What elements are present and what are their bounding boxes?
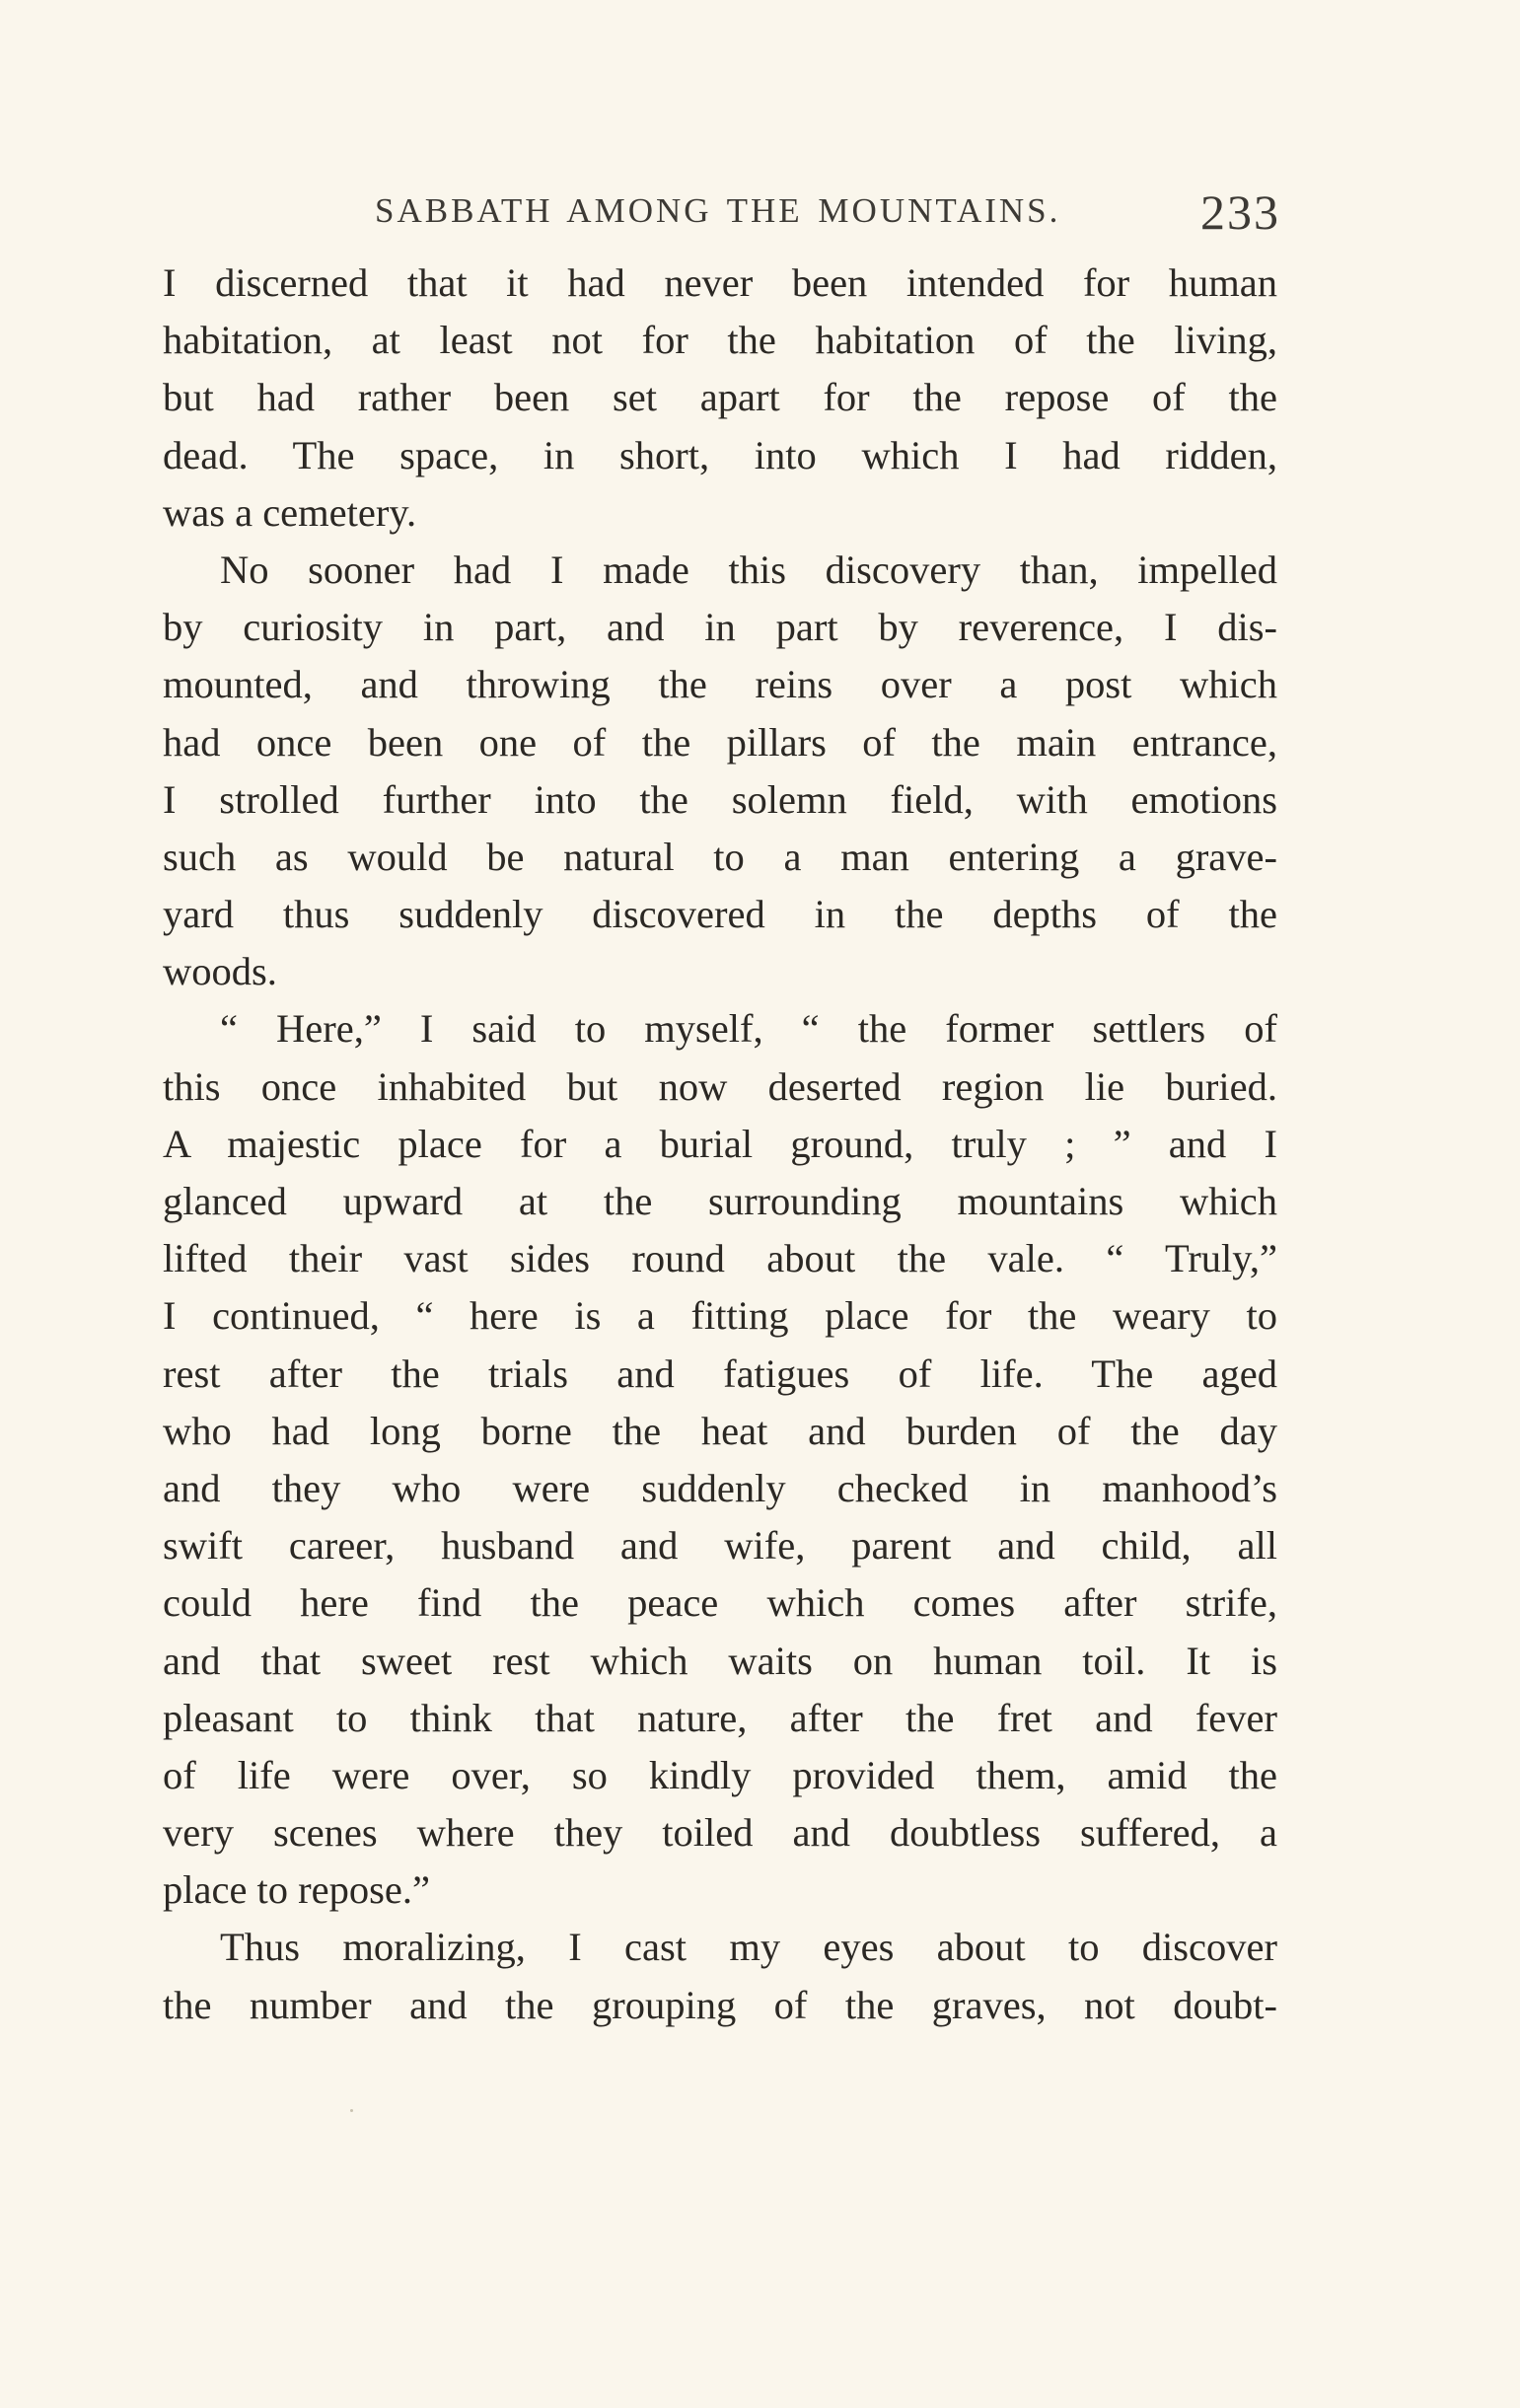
text-line: glanced upward at the surrounding mountains which bbox=[163, 1179, 1277, 1223]
paper-speck bbox=[350, 2109, 353, 2112]
running-title: SABBATH AMONG THE MOUNTAINS. bbox=[375, 191, 1061, 230]
text-line: had once been one of the pillars of the main entrance, bbox=[163, 719, 1277, 765]
text-line: No sooner had I made this discovery than, impelled bbox=[220, 547, 1277, 592]
text-line: and they who were suddenly checked in manhood’s bbox=[163, 1465, 1277, 1510]
text-line: mounted, and throwing the reins over a post which bbox=[163, 662, 1277, 707]
text-line: was a cemetery. bbox=[163, 489, 417, 535]
text-line: very scenes where they toiled and doubtless suffered, a bbox=[163, 1810, 1277, 1856]
running-head bbox=[166, 185, 1280, 245]
text-line: dead. The space, in short, into which I had ridden, bbox=[163, 432, 1277, 477]
text-line: woods. bbox=[163, 949, 277, 994]
text-line: such as would be natural to a man entering a grave- bbox=[163, 834, 1277, 879]
text-line: and that sweet rest which waits on human toil. It is bbox=[163, 1638, 1277, 1683]
text-line: place to repose.” bbox=[163, 1867, 430, 1913]
text-line: I strolled further into the solemn field, with emotions bbox=[163, 776, 1277, 822]
text-line: swift career, husband and wife, parent and child, all bbox=[163, 1523, 1277, 1569]
text-line: A majestic place for a burial ground, truly ; ” and I bbox=[163, 1121, 1277, 1166]
text-line: yard thus suddenly discovered in the depths of the bbox=[163, 892, 1277, 937]
text-line: of life were over, so kindly provided them, amid the bbox=[163, 1752, 1277, 1797]
body-text bbox=[163, 255, 1277, 2034]
text-line: this once inhabited but now deserted region lie buried. bbox=[163, 1063, 1277, 1109]
text-line: who had long borne the heat and burden of the day bbox=[163, 1408, 1277, 1453]
text-line: the number and the grouping of the graves, not doubt- bbox=[163, 1982, 1277, 2027]
text-line: habitation, at least not for the habitation of the living, bbox=[163, 318, 1277, 363]
text-line: could here find the peace which comes after strife, bbox=[163, 1580, 1277, 1626]
text-line: rest after the trials and fatigues of life. The aged bbox=[163, 1350, 1277, 1396]
text-line: “ Here,” I said to myself, “ the former settlers of bbox=[220, 1006, 1277, 1052]
text-line: lifted their vast sides round about the vale. “ Truly,” bbox=[163, 1236, 1277, 1281]
text-line: pleasant to think that nature, after the fret and fever bbox=[163, 1695, 1277, 1740]
text-line: by curiosity in part, and in part by reverence, I dis- bbox=[163, 605, 1277, 650]
text-line: I continued, “ here is a fitting place for the weary to bbox=[163, 1293, 1277, 1339]
page-number: 233 bbox=[1200, 184, 1280, 240]
text-line: I discerned that it had never been intended for human bbox=[163, 260, 1277, 305]
text-line: Thus moralizing, I cast my eyes about to discover bbox=[220, 1925, 1277, 1970]
text-line: but had rather been set apart for the repose of the bbox=[163, 375, 1277, 420]
